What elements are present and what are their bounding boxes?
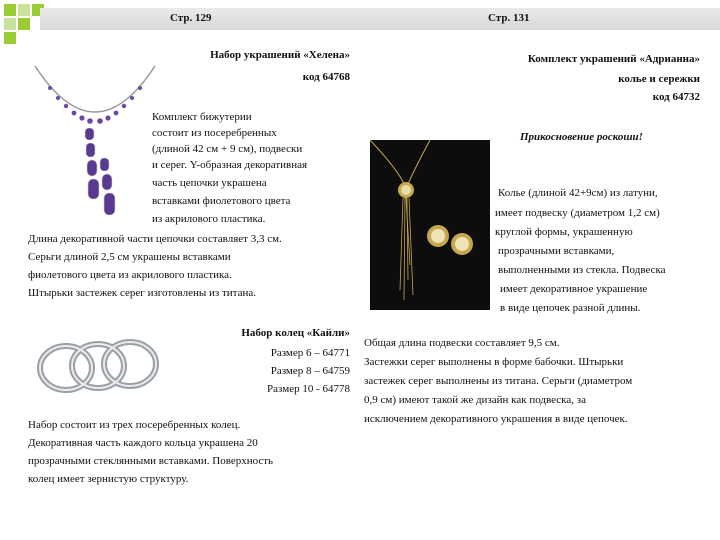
kylie-desc-line-3: прозрачными стеклянными вставками. Поверхность <box>28 455 274 467</box>
necklace-violet-image <box>30 58 160 228</box>
helena-desc2-line-1: Длина декоративной части цепочки составляет 3,3 см. <box>28 233 282 245</box>
helena-desc2-line-3: фиолетового цвета из акрилового пластика. <box>28 269 232 281</box>
product-kylie-title: Набор колец «Кайли» <box>241 327 350 339</box>
decor-square-5 <box>18 18 30 30</box>
adrianna-desc-line-7: в виде цепочек разной длины. <box>500 302 641 314</box>
adrianna-desc2-line-4: 0,9 см) имеют такой же дизайн как подвеска, за <box>364 394 586 406</box>
adrianna-desc2-line-1: Общая длина подвески составляет 9,5 см. <box>364 337 560 349</box>
helena-desc2-line-4: Штырьки застежек серег изготовлены из титана. <box>28 287 257 299</box>
helena-desc-line-7: из акрилового пластика. <box>152 213 266 225</box>
adrianna-desc2-line-3: застежек серег выполнены из титана. Серьги (диаметром <box>364 375 633 387</box>
helena-desc-line-6: вставками фиолетового цвета <box>152 195 291 207</box>
decor-square-6 <box>4 32 16 44</box>
adrianna-desc2-line-5: исключением декоративного украшения в виде цепочек. <box>364 413 628 425</box>
kylie-desc-line-1: Набор состоит из трех посеребренных колец. <box>28 419 241 431</box>
adrianna-desc-line-6: имеет декоративное украшение <box>500 283 648 295</box>
product-adrianna-code: код 64732 <box>652 91 700 103</box>
kylie-desc-line-4: колец имеет зернистую структуру. <box>28 473 189 485</box>
decor-square-1 <box>4 4 16 16</box>
product-helena-title: Набор украшений «Хелена» <box>210 49 350 61</box>
page-number-left: Стр. 129 <box>170 12 212 24</box>
helena-desc-line-4: и серег. Y-образная декоративная <box>152 159 308 171</box>
adrianna-desc-line-2: имеет подвеску (диаметром 1,2 см) <box>495 207 660 219</box>
adrianna-desc-line-4: прозрачными вставками, <box>498 245 615 257</box>
gold-jewelry-image <box>370 140 490 310</box>
adrianna-desc-line-1: Колье (длиной 42+9см) из латуни, <box>498 187 658 199</box>
product-adrianna-title: Комплект украшений «Адрианна» <box>527 53 700 65</box>
page-number-right: Стр. 131 <box>488 12 530 24</box>
header-bar <box>40 8 720 30</box>
adrianna-desc-line-3: круглой формы, украшенную <box>495 226 633 238</box>
kylie-desc-line-2: Декоративная часть каждого кольца украшена 20 <box>28 437 258 449</box>
product-helena-code: код 64768 <box>302 71 350 83</box>
adrianna-slogan: Прикосновение роскоши! <box>520 131 643 143</box>
helena-desc-line-1: Комплект бижутерии <box>152 111 252 123</box>
adrianna-desc2-line-2: Застежки серег выполнены в форме бабочки. Штырьки <box>364 356 624 368</box>
kylie-size-10: Размер 10 - 64778 <box>267 383 350 395</box>
helena-desc-line-3: (длиной 42 см + 9 см), подвески <box>152 143 303 155</box>
decor-square-4 <box>4 18 16 30</box>
decor-square-2 <box>18 4 30 16</box>
kylie-size-6: Размер 6 – 64771 <box>270 347 350 359</box>
silver-rings-image <box>28 330 168 400</box>
product-adrianna-subtitle: колье и сережки <box>618 73 700 85</box>
helena-desc-line-2: состоит из посеребренных <box>152 127 277 139</box>
helena-desc2-line-2: Серьги длиной 2,5 см украшены вставками <box>28 251 231 263</box>
helena-desc-line-5: часть цепочки украшена <box>152 177 267 189</box>
adrianna-desc-line-5: выполненными из стекла. Подвеска <box>498 264 666 276</box>
kylie-size-8: Размер 8 – 64759 <box>270 365 350 377</box>
